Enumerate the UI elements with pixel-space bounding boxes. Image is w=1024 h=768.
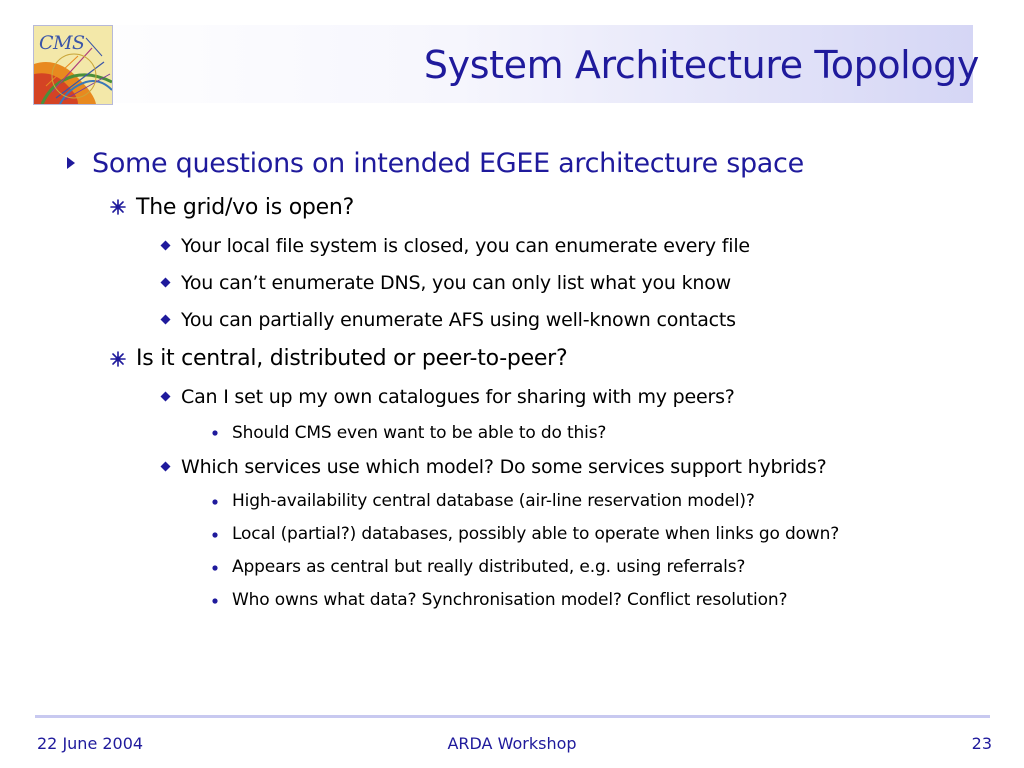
bullet-item: Can I set up my own catalogues for sharing with my peers? bbox=[181, 386, 735, 408]
footer-date: 22 June 2004 bbox=[37, 734, 144, 753]
bullet-item: Your local file system is closed, you can enumerate every file bbox=[181, 235, 750, 257]
dot-bullet-icon bbox=[212, 430, 218, 436]
bullet-item: Should CMS even want to be able to do this? bbox=[232, 423, 607, 443]
bullet-item: Some questions on intended EGEE architecture space bbox=[92, 148, 804, 179]
diamond-bullet-icon bbox=[160, 314, 171, 325]
diamond-bullet-icon bbox=[160, 277, 171, 288]
dot-bullet-icon bbox=[212, 532, 218, 538]
bullet-item: The grid/vo is open? bbox=[136, 195, 355, 220]
bullet-item: High-availability central database (air-line reservation model)? bbox=[232, 491, 755, 511]
dot-bullet-icon bbox=[212, 565, 218, 571]
starburst-bullet-icon bbox=[110, 199, 126, 215]
bullet-item: Who owns what data? Synchronisation model? Conflict resolution? bbox=[232, 590, 788, 610]
bullet-item: Which services use which model? Do some services support hybrids? bbox=[181, 456, 827, 478]
triangle-bullet-icon bbox=[66, 156, 76, 170]
slide-title: System Architecture Topology bbox=[423, 43, 979, 87]
page-number: 23 bbox=[971, 734, 992, 753]
starburst-bullet-icon bbox=[110, 351, 126, 367]
dot-bullet-icon bbox=[212, 499, 218, 505]
diamond-bullet-icon bbox=[160, 391, 171, 402]
bullet-item: You can’t enumerate DNS, you can only list what you know bbox=[181, 272, 732, 294]
bullet-item: Is it central, distributed or peer-to-peer? bbox=[136, 346, 568, 371]
dot-bullet-icon bbox=[212, 598, 218, 604]
logo-text: CMS bbox=[39, 32, 85, 54]
diamond-bullet-icon bbox=[160, 461, 171, 472]
diamond-bullet-icon bbox=[160, 240, 171, 251]
bullet-item: Appears as central but really distributed, e.g. using referrals? bbox=[232, 557, 746, 577]
footer-divider bbox=[35, 715, 990, 718]
bullet-item: You can partially enumerate AFS using well-known contacts bbox=[181, 309, 736, 331]
footer-event: ARDA Workshop bbox=[447, 734, 577, 753]
bullet-item: Local (partial?) databases, possibly able to operate when links go down? bbox=[232, 524, 840, 544]
